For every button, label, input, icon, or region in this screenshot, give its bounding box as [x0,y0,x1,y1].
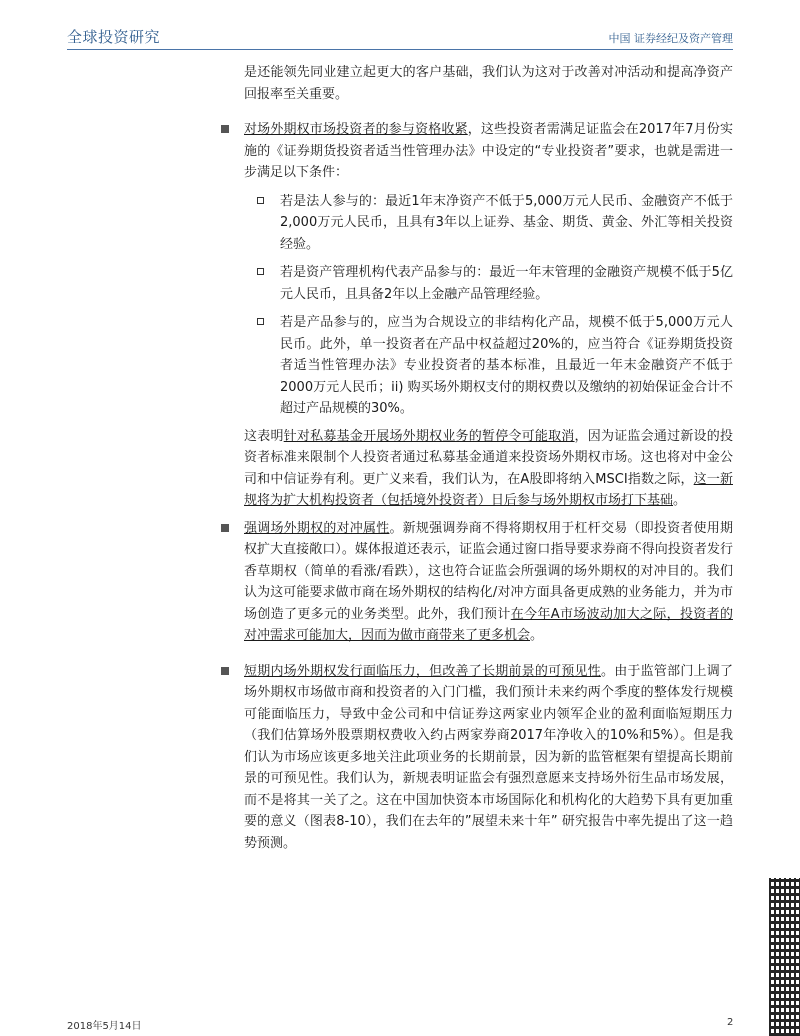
checkbox-bullet-icon [257,318,264,325]
bullet-paragraph: 短期内场外期权发行面临压力，但改善了长期前景的可预见性。由于监管部门上调了场外期权市场做市商和投资者的入门门槛，我们预计未来约两个季度的整体发行规模可能面临压力，导致中金公司和中信证券这两家业内领军企业的盈利面临短期压力（我们估算场外股票期权费收入约占两家券商2017年净收入的10%和5%）。但是我们认为市场应该更多地关注此项业务的长期前景，因为新的监管框架有望提高长期前景的可预见性。我们认为，新规表明证监会有强烈意愿来支持场外衍生品市场发展，而不是将其一关了之。这在中国加快资本市场国际化和机构化的大趋势下具有更加重要的意义（图表8-10），我们在去年的”展望未来十年” 研究报告中率先提出了这一趋势预测。 [244,663,733,851]
highlight-text: 针对私募基金开展场外期权业务的暂停令可能取消 [283,428,575,444]
bullet-text: ，这些投资者需满足证监会在2017年7月份实施的《证券期货投资者适当性管理办法》中设定的“专业投资者”要求，也就是需进一步满足以下条件： [244,122,733,180]
page-number: 2 [727,1017,734,1028]
bullet-hedging-attribute [244,518,733,647]
main-content [244,62,733,854]
checkbox-bullet-icon [257,268,264,275]
bullet-participation-tightening [244,119,733,512]
bullet-square-icon [221,125,229,133]
sub-item-asset-manager [280,262,733,305]
bullet-square-icon [221,667,229,675]
highlight-text: 这一新规将为扩大机构投资者（包括境外投资者）日后参与场外期权市场打下基础 [244,471,733,508]
implication-paragraph: 这表明针对私募基金开展场外期权业务的暂停令可能取消，因为证监会通过新设的投资者标准来限制个人投资者通过私募基金通道来投资场外期权市场。这也将对中金公司和中信证券有利。更广义来看，我们认为，在A股即将纳入MSCI指数之际，这一新规将为扩大机构投资者（包括境外投资者）日后参与场外期权市场打下基础。 [244,428,733,508]
sub-item-corporate [280,191,733,256]
bullet-paragraph: 强调场外期权的对冲属性。新规强调券商不得将期权用于杠杆交易（即投资者使用期权扩大直接敞口）。媒体报道还表示，证监会通过窗口指导要求券商不得向投资者发行香草期权（简单的看涨/看跌），这也符合证监会所强调的场外期权的对冲目的。我们认为这可能要求做市商在场外期权的结构化/对冲方面具备更成熟的业务能力，并为市场创造了更多元的业务类型。此外，我们预计在今年A市场波动加大之际，投资者的对冲需求可能加大，因而为做市商带来了更多机会。 [244,520,733,643]
header-divider [67,49,733,50]
sub-item-text: 若是产品参与的，应当为合规设立的非结构化产品，规模不低于5,000万元人民币。此外，单一投资者在产品中权益超过20%的，应当符合《证券期货投资者适当性管理办法》专业投资者的基本标准，且最近一年末金融资产不低于2000万元人民币；ii) 购买场外期权支付的期权费以及缴纳的初始保证金合计不超过产品规模的30%。 [280,315,733,416]
sub-item-text: 若是资产管理机构代表产品参与的：最近一年末管理的金融资产规模不低于5亿元人民币，且具备2年以上金融产品管理经验。 [280,265,733,302]
qr-code-icon [769,878,800,1036]
intro-paragraph: 是还能领先同业建立起更大的客户基础，我们认为这对于改善对冲活动和提高净资产回报率至关重要。 [244,65,733,102]
bullet-lead: 短期内场外期权发行面临压力，但改善了长期前景的可预见性 [244,663,601,679]
bullet-short-term-pressure [244,661,733,855]
bullet-paragraph [244,119,733,184]
footer-date: 2018年5月14日 [67,1021,142,1032]
sub-list [280,191,733,420]
sub-item-product [280,312,733,420]
highlight-text: 在今年A市场波动加大之际，投资者的对冲需求可能加大，因而为做市商带来了更多机会 [244,606,733,643]
checkbox-bullet-icon [257,197,264,204]
report-brand-title: 全球投资研究 [67,28,161,46]
bullet-lead: 强调场外期权的对冲属性 [244,520,390,536]
bullet-square-icon [221,524,229,532]
sub-item-text: 若是法人参与的：最近1年末净资产不低于5,000万元人民币、金融资产不低于2,000万元人民币，且具有3年以上证券、基金、期货、黄金、外汇等相关投资经验。 [280,193,733,252]
report-section-title: 中国 证券经纪及资产管理 [608,32,733,45]
bullet-lead: 对场外期权市场投资者的参与资格收紧 [244,122,468,137]
